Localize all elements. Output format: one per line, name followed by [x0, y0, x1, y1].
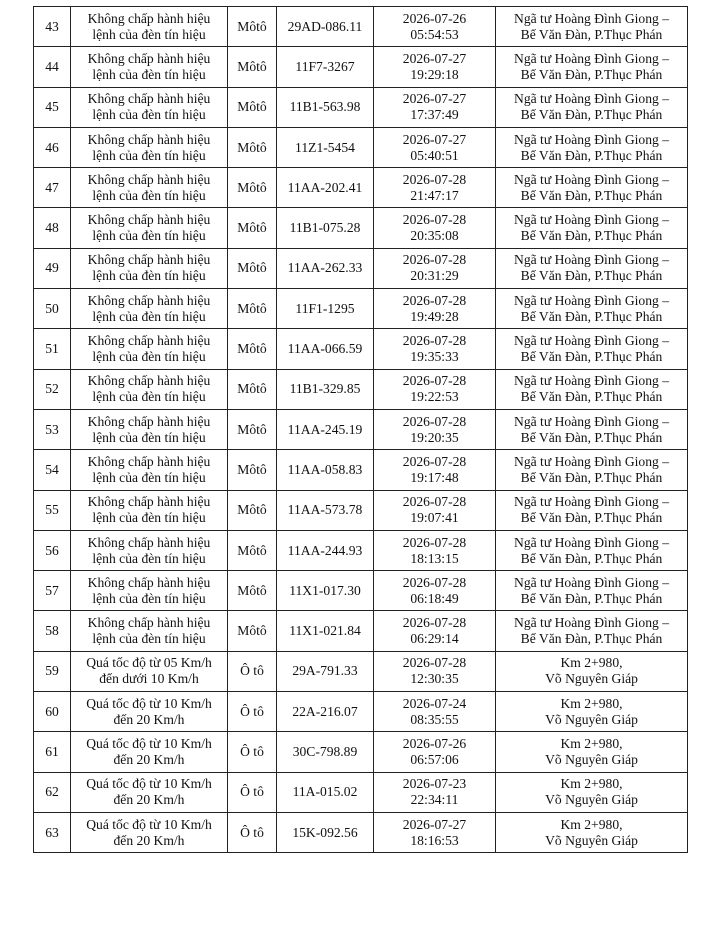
row-number: 57: [34, 571, 71, 611]
row-number: 53: [34, 409, 71, 449]
vehicle-type: Môtô: [228, 409, 277, 449]
vehicle-type: Môtô: [228, 208, 277, 248]
time-text: 06:57:06: [410, 751, 459, 767]
location-line-2: Bế Văn Đàn, P.Thục Phán: [520, 26, 663, 42]
location-cell: [496, 530, 688, 570]
time-text: 20:35:08: [410, 228, 459, 244]
location-cell: [496, 47, 688, 87]
datetime-cell: [374, 127, 496, 167]
location-cell: [496, 611, 688, 651]
violation-cell: [71, 490, 228, 530]
table-row: [34, 7, 688, 47]
vehicle-type: Ô tô: [228, 732, 277, 772]
date-text: 2026-07-28: [402, 655, 467, 671]
row-number: 50: [34, 289, 71, 329]
table-row: [34, 47, 688, 87]
license-plate: 11B1-075.28: [277, 208, 374, 248]
license-plate: 11B1-563.98: [277, 87, 374, 127]
license-plate: 11AA-066.59: [277, 329, 374, 369]
violation-cell: [71, 289, 228, 329]
location-line-1: Ngã tư Hoàng Đình Giong –: [514, 574, 669, 590]
row-number: 59: [34, 651, 71, 691]
location-cell: [496, 732, 688, 772]
location-line-1: Km 2+980,: [560, 695, 623, 711]
vehicle-type: Môtô: [228, 289, 277, 329]
violation-line-1: Không chấp hành hiệu: [87, 574, 211, 590]
location-line-1: Ngã tư Hoàng Đình Giong –: [514, 292, 669, 308]
datetime-cell: [374, 208, 496, 248]
location-line-2: Bế Văn Đàn, P.Thục Phán: [520, 510, 663, 526]
location-cell: [496, 812, 688, 852]
violation-line-1: Không chấp hành hiệu: [87, 494, 211, 510]
location-line-2: Bế Văn Đàn, P.Thục Phán: [520, 107, 663, 123]
time-text: 20:31:29: [410, 268, 459, 284]
violation-cell: [71, 611, 228, 651]
violation-cell: [71, 7, 228, 47]
vehicle-type: Môtô: [228, 7, 277, 47]
violation-cell: [71, 772, 228, 812]
violation-line-1: Không chấp hành hiệu: [87, 373, 211, 389]
vehicle-type: Môtô: [228, 168, 277, 208]
table-row: [34, 168, 688, 208]
location-line-1: Ngã tư Hoàng Đình Giong –: [514, 252, 669, 268]
time-text: 19:29:18: [410, 66, 459, 82]
location-line-2: Bế Văn Đàn, P.Thục Phán: [520, 147, 663, 163]
license-plate: 11AA-058.83: [277, 450, 374, 490]
time-text: 19:07:41: [410, 510, 459, 526]
location-line-1: Km 2+980,: [560, 655, 623, 671]
datetime-cell: [374, 732, 496, 772]
violations-table: [33, 6, 688, 853]
license-plate: 11Z1-5454: [277, 127, 374, 167]
table-row: [34, 611, 688, 651]
location-cell: [496, 7, 688, 47]
datetime-cell: [374, 248, 496, 288]
date-text: 2026-07-28: [402, 212, 467, 228]
violation-cell: [71, 87, 228, 127]
datetime-cell: [374, 812, 496, 852]
location-line-1: Ngã tư Hoàng Đình Giong –: [514, 131, 669, 147]
location-cell: [496, 208, 688, 248]
violation-cell: [71, 409, 228, 449]
location-line-2: Bế Văn Đàn, P.Thục Phán: [520, 550, 663, 566]
violation-line-2: lệnh của đèn tín hiệu: [92, 550, 206, 566]
date-text: 2026-07-27: [402, 131, 467, 147]
datetime-cell: [374, 329, 496, 369]
location-line-2: Bế Văn Đàn, P.Thục Phán: [520, 631, 663, 647]
violation-cell: [71, 248, 228, 288]
time-text: 06:29:14: [410, 631, 459, 647]
violation-line-2: lệnh của đèn tín hiệu: [92, 349, 206, 365]
location-line-2: Bế Văn Đàn, P.Thục Phán: [520, 187, 663, 203]
license-plate: 22A-216.07: [277, 692, 374, 732]
datetime-cell: [374, 168, 496, 208]
location-cell: [496, 127, 688, 167]
location-line-2: Bế Văn Đàn, P.Thục Phán: [520, 66, 663, 82]
violation-line-2: lệnh của đèn tín hiệu: [92, 107, 206, 123]
violation-line-1: Không chấp hành hiệu: [87, 171, 211, 187]
row-number: 58: [34, 611, 71, 651]
datetime-cell: [374, 490, 496, 530]
violation-line-2: lệnh của đèn tín hiệu: [92, 26, 206, 42]
violation-line-1: Không chấp hành hiệu: [87, 131, 211, 147]
time-text: 12:30:35: [410, 671, 459, 687]
violation-line-1: Không chấp hành hiệu: [87, 413, 211, 429]
location-cell: [496, 87, 688, 127]
vehicle-type: Ô tô: [228, 651, 277, 691]
violation-line-1: Quá tốc độ từ 10 Km/h: [86, 816, 212, 832]
date-text: 2026-07-28: [402, 494, 467, 510]
violation-line-2: đến dưới 10 Km/h: [99, 671, 199, 687]
row-number: 45: [34, 87, 71, 127]
table-row: [34, 692, 688, 732]
violation-line-2: lệnh của đèn tín hiệu: [92, 147, 206, 163]
location-cell: [496, 409, 688, 449]
time-text: 19:49:28: [410, 308, 459, 324]
row-number: 62: [34, 772, 71, 812]
violation-line-2: lệnh của đèn tín hiệu: [92, 429, 206, 445]
violation-line-1: Không chấp hành hiệu: [87, 212, 211, 228]
violation-line-1: Không chấp hành hiệu: [87, 292, 211, 308]
table-row: [34, 732, 688, 772]
table-row: [34, 450, 688, 490]
violation-cell: [71, 692, 228, 732]
row-number: 63: [34, 812, 71, 852]
violation-cell: [71, 168, 228, 208]
violation-line-1: Quá tốc độ từ 10 Km/h: [86, 695, 212, 711]
location-line-2: Võ Nguyên Giáp: [545, 832, 638, 848]
date-text: 2026-07-27: [402, 816, 467, 832]
violation-cell: [71, 127, 228, 167]
time-text: 21:47:17: [410, 187, 459, 203]
license-plate: 11B1-329.85: [277, 369, 374, 409]
license-plate: 11X1-017.30: [277, 571, 374, 611]
violation-line-2: lệnh của đèn tín hiệu: [92, 66, 206, 82]
row-number: 60: [34, 692, 71, 732]
row-number: 56: [34, 530, 71, 570]
violation-cell: [71, 732, 228, 772]
time-text: 19:20:35: [410, 429, 459, 445]
violation-line-2: đến 20 Km/h: [113, 711, 185, 727]
table-row: [34, 208, 688, 248]
date-text: 2026-07-27: [402, 50, 467, 66]
location-line-1: Ngã tư Hoàng Đình Giong –: [514, 453, 669, 469]
time-text: 06:18:49: [410, 590, 459, 606]
license-plate: 11AA-244.93: [277, 530, 374, 570]
violation-cell: [71, 47, 228, 87]
table-row: [34, 490, 688, 530]
date-text: 2026-07-23: [402, 776, 467, 792]
date-text: 2026-07-28: [402, 373, 467, 389]
row-number: 51: [34, 329, 71, 369]
license-plate: 11F1-1295: [277, 289, 374, 329]
vehicle-type: Môtô: [228, 87, 277, 127]
table-row: [34, 571, 688, 611]
location-line-1: Ngã tư Hoàng Đình Giong –: [514, 534, 669, 550]
violation-cell: [71, 369, 228, 409]
location-line-1: Ngã tư Hoàng Đình Giong –: [514, 615, 669, 631]
row-number: 52: [34, 369, 71, 409]
row-number: 61: [34, 732, 71, 772]
date-text: 2026-07-28: [402, 574, 467, 590]
time-text: 18:13:15: [410, 550, 459, 566]
datetime-cell: [374, 47, 496, 87]
license-plate: 15K-092.56: [277, 812, 374, 852]
vehicle-type: Môtô: [228, 369, 277, 409]
vehicle-type: Ô tô: [228, 812, 277, 852]
license-plate: 30C-798.89: [277, 732, 374, 772]
violation-cell: [71, 329, 228, 369]
date-text: 2026-07-28: [402, 453, 467, 469]
violation-line-2: lệnh của đèn tín hiệu: [92, 590, 206, 606]
table-row: [34, 329, 688, 369]
datetime-cell: [374, 651, 496, 691]
violation-line-1: Không chấp hành hiệu: [87, 333, 211, 349]
row-number: 44: [34, 47, 71, 87]
violation-line-2: lệnh của đèn tín hiệu: [92, 228, 206, 244]
row-number: 48: [34, 208, 71, 248]
time-text: 19:17:48: [410, 469, 459, 485]
violation-line-2: đến 20 Km/h: [113, 832, 185, 848]
table-row: [34, 651, 688, 691]
time-text: 05:40:51: [410, 147, 459, 163]
violation-line-1: Không chấp hành hiệu: [87, 453, 211, 469]
date-text: 2026-07-28: [402, 615, 467, 631]
license-plate: 11AA-262.33: [277, 248, 374, 288]
time-text: 17:37:49: [410, 107, 459, 123]
license-plate: 11AA-245.19: [277, 409, 374, 449]
datetime-cell: [374, 692, 496, 732]
date-text: 2026-07-28: [402, 413, 467, 429]
vehicle-type: Môtô: [228, 248, 277, 288]
location-cell: [496, 329, 688, 369]
violation-line-1: Không chấp hành hiệu: [87, 50, 211, 66]
date-text: 2026-07-27: [402, 91, 467, 107]
violation-line-2: lệnh của đèn tín hiệu: [92, 631, 206, 647]
datetime-cell: [374, 571, 496, 611]
vehicle-type: Môtô: [228, 490, 277, 530]
vehicle-type: Môtô: [228, 611, 277, 651]
datetime-cell: [374, 7, 496, 47]
location-cell: [496, 289, 688, 329]
table-row: [34, 369, 688, 409]
table-row: [34, 812, 688, 852]
table-row: [34, 289, 688, 329]
license-plate: 11A-015.02: [277, 772, 374, 812]
location-line-1: Km 2+980,: [560, 816, 623, 832]
violation-cell: [71, 450, 228, 490]
time-text: 22:34:11: [410, 792, 459, 808]
vehicle-type: Môtô: [228, 47, 277, 87]
time-text: 05:54:53: [410, 26, 459, 42]
violation-line-1: Không chấp hành hiệu: [87, 10, 211, 26]
date-text: 2026-07-26: [402, 10, 467, 26]
row-number: 49: [34, 248, 71, 288]
table-row: [34, 530, 688, 570]
row-number: 46: [34, 127, 71, 167]
datetime-cell: [374, 87, 496, 127]
vehicle-type: Ô tô: [228, 692, 277, 732]
location-line-1: Ngã tư Hoàng Đình Giong –: [514, 91, 669, 107]
location-line-1: Ngã tư Hoàng Đình Giong –: [514, 494, 669, 510]
location-cell: [496, 692, 688, 732]
vehicle-type: Môtô: [228, 127, 277, 167]
location-line-2: Bế Văn Đàn, P.Thục Phán: [520, 389, 663, 405]
location-line-1: Km 2+980,: [560, 776, 623, 792]
time-text: 19:35:33: [410, 349, 459, 365]
violation-line-1: Không chấp hành hiệu: [87, 252, 211, 268]
datetime-cell: [374, 289, 496, 329]
location-line-2: Võ Nguyên Giáp: [545, 711, 638, 727]
table-row: [34, 772, 688, 812]
location-cell: [496, 571, 688, 611]
location-line-2: Bế Văn Đàn, P.Thục Phán: [520, 429, 663, 445]
date-text: 2026-07-28: [402, 292, 467, 308]
row-number: 54: [34, 450, 71, 490]
date-text: 2026-07-28: [402, 534, 467, 550]
datetime-cell: [374, 409, 496, 449]
location-line-1: Ngã tư Hoàng Đình Giong –: [514, 333, 669, 349]
violation-line-2: lệnh của đèn tín hiệu: [92, 308, 206, 324]
vehicle-type: Môtô: [228, 450, 277, 490]
datetime-cell: [374, 530, 496, 570]
table-row: [34, 409, 688, 449]
vehicle-type: Ô tô: [228, 772, 277, 812]
violation-cell: [71, 571, 228, 611]
location-line-1: Ngã tư Hoàng Đình Giong –: [514, 10, 669, 26]
row-number: 43: [34, 7, 71, 47]
violation-line-1: Không chấp hành hiệu: [87, 615, 211, 631]
location-line-2: Võ Nguyên Giáp: [545, 671, 638, 687]
location-line-1: Km 2+980,: [560, 735, 623, 751]
location-cell: [496, 369, 688, 409]
vehicle-type: Môtô: [228, 329, 277, 369]
violation-line-2: lệnh của đèn tín hiệu: [92, 268, 206, 284]
violation-line-1: Không chấp hành hiệu: [87, 91, 211, 107]
violation-cell: [71, 530, 228, 570]
violation-line-1: Không chấp hành hiệu: [87, 534, 211, 550]
violation-line-1: Quá tốc độ từ 05 Km/h: [86, 655, 212, 671]
location-line-2: Võ Nguyên Giáp: [545, 792, 638, 808]
row-number: 47: [34, 168, 71, 208]
location-line-2: Bế Văn Đàn, P.Thục Phán: [520, 590, 663, 606]
vehicle-type: Môtô: [228, 571, 277, 611]
row-number: 55: [34, 490, 71, 530]
table-row: [34, 248, 688, 288]
time-text: 18:16:53: [410, 832, 459, 848]
date-text: 2026-07-26: [402, 735, 467, 751]
license-plate: 11F7-3267: [277, 47, 374, 87]
license-plate: 11X1-021.84: [277, 611, 374, 651]
violation-line-2: lệnh của đèn tín hiệu: [92, 510, 206, 526]
location-cell: [496, 168, 688, 208]
location-line-2: Bế Văn Đàn, P.Thục Phán: [520, 268, 663, 284]
date-text: 2026-07-28: [402, 171, 467, 187]
datetime-cell: [374, 772, 496, 812]
violation-line-1: Quá tốc độ từ 10 Km/h: [86, 776, 212, 792]
location-line-2: Bế Văn Đàn, P.Thục Phán: [520, 308, 663, 324]
time-text: 19:22:53: [410, 389, 459, 405]
license-plate: 29AD-086.11: [277, 7, 374, 47]
location-line-1: Ngã tư Hoàng Đình Giong –: [514, 171, 669, 187]
vehicle-type: Môtô: [228, 530, 277, 570]
datetime-cell: [374, 611, 496, 651]
location-line-1: Ngã tư Hoàng Đình Giong –: [514, 413, 669, 429]
location-cell: [496, 248, 688, 288]
location-cell: [496, 490, 688, 530]
time-text: 08:35:55: [410, 711, 459, 727]
violation-cell: [71, 651, 228, 691]
violation-cell: [71, 812, 228, 852]
date-text: 2026-07-24: [402, 695, 467, 711]
violation-cell: [71, 208, 228, 248]
location-cell: [496, 772, 688, 812]
violation-line-2: đến 20 Km/h: [113, 792, 185, 808]
location-line-2: Bế Văn Đàn, P.Thục Phán: [520, 469, 663, 485]
date-text: 2026-07-28: [402, 252, 467, 268]
violation-line-2: đến 20 Km/h: [113, 751, 185, 767]
location-line-2: Bế Văn Đàn, P.Thục Phán: [520, 349, 663, 365]
license-plate: 11AA-573.78: [277, 490, 374, 530]
table-row: [34, 127, 688, 167]
location-cell: [496, 651, 688, 691]
datetime-cell: [374, 450, 496, 490]
location-line-2: Võ Nguyên Giáp: [545, 751, 638, 767]
violation-line-2: lệnh của đèn tín hiệu: [92, 469, 206, 485]
location-line-1: Ngã tư Hoàng Đình Giong –: [514, 212, 669, 228]
license-plate: 11AA-202.41: [277, 168, 374, 208]
date-text: 2026-07-28: [402, 333, 467, 349]
violation-line-2: lệnh của đèn tín hiệu: [92, 187, 206, 203]
table-row: [34, 87, 688, 127]
location-line-1: Ngã tư Hoàng Đình Giong –: [514, 373, 669, 389]
location-line-1: Ngã tư Hoàng Đình Giong –: [514, 50, 669, 66]
license-plate: 29A-791.33: [277, 651, 374, 691]
violation-line-1: Quá tốc độ từ 10 Km/h: [86, 735, 212, 751]
datetime-cell: [374, 369, 496, 409]
location-line-2: Bế Văn Đàn, P.Thục Phán: [520, 228, 663, 244]
location-cell: [496, 450, 688, 490]
violation-line-2: lệnh của đèn tín hiệu: [92, 389, 206, 405]
